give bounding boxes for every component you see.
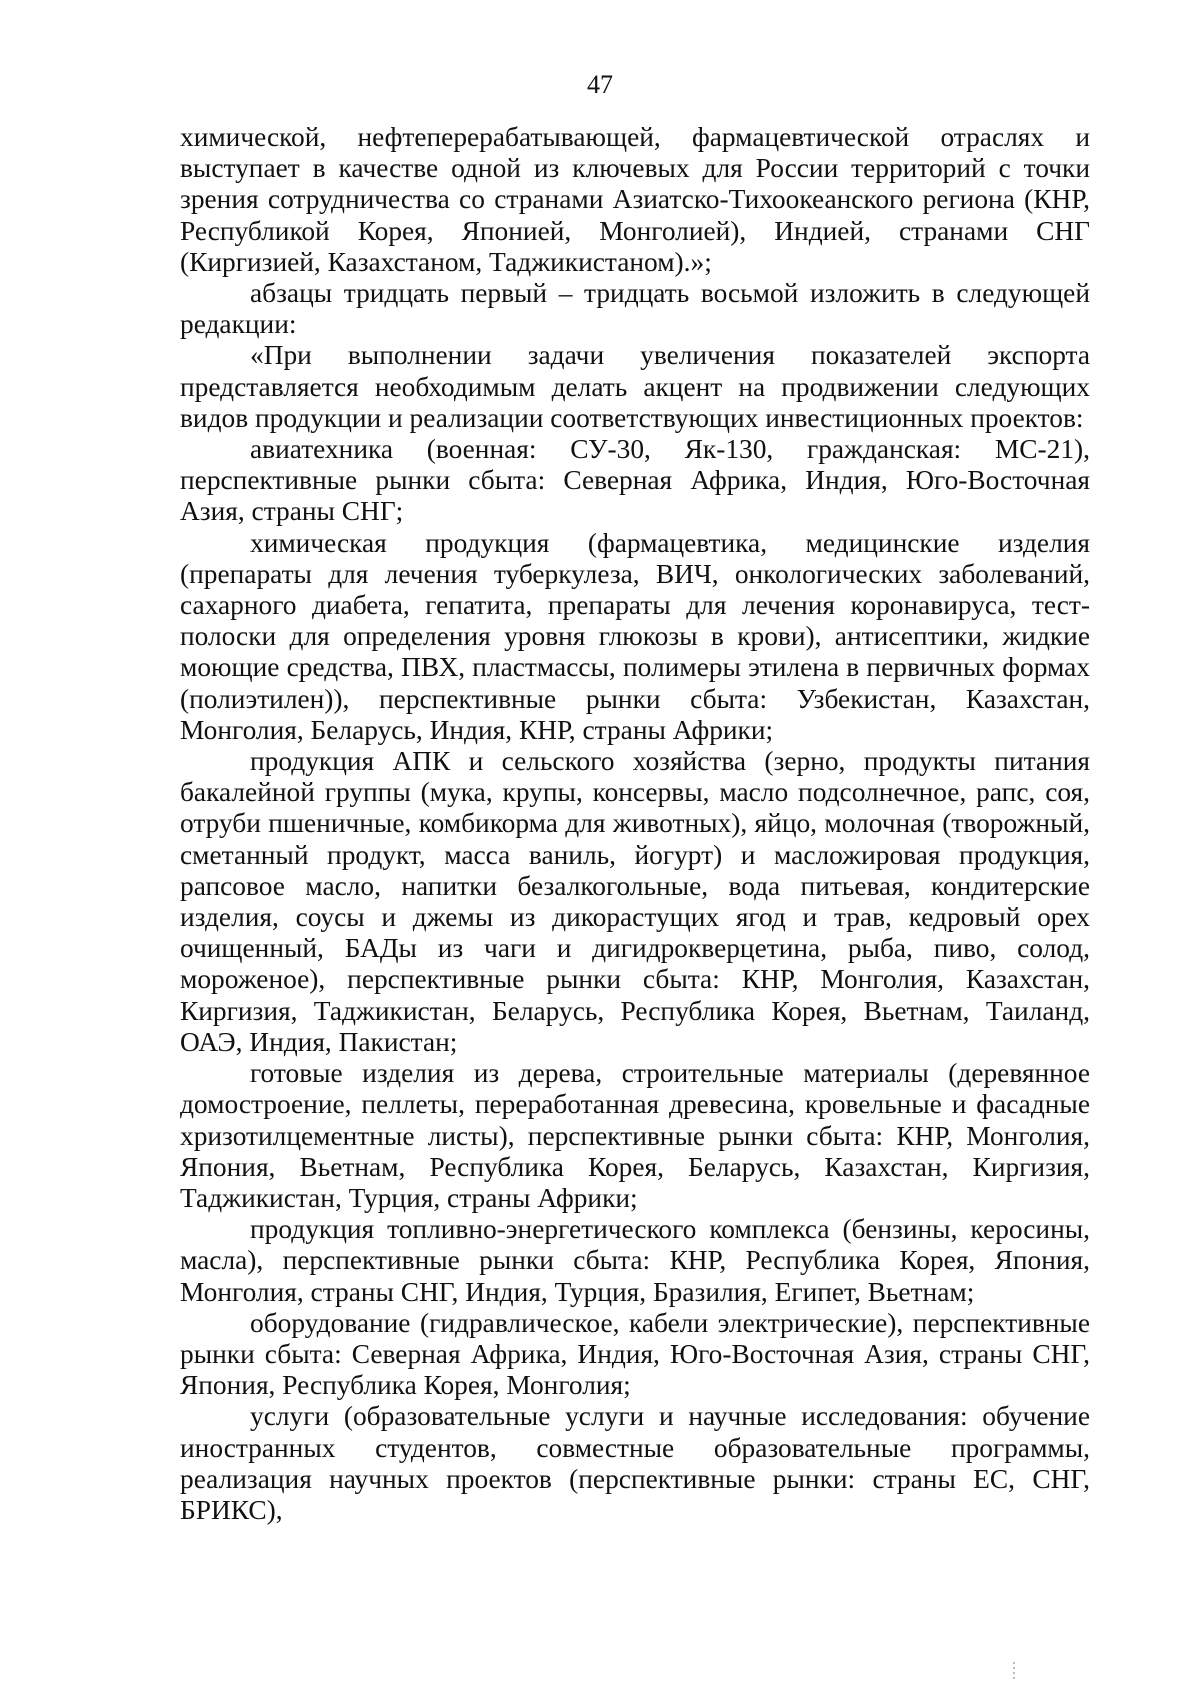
scan-artifact bbox=[1013, 1662, 1015, 1680]
paragraph: «При выполнении задачи увеличения показателей экспорта представляется необходимым делать акцент на продвижении следующих видов продукции и реализации соответствующих инвестиционных проектов: bbox=[180, 340, 1090, 433]
paragraph: химическая продукция (фармацевтика, медицинские изделия (препараты для лечения туберкулеза, ВИЧ, онкологических заболеваний, сахарного диабета, гепатита, препараты для лечения коронавируса, тест-полоски для определения уровня глюкозы в крови), антисептики, жидкие моющие средства, ПВХ, пластмассы, полимеры этилена в первичных формах (полиэтилен)), перспективные рынки сбыта: Узбекистан, Казахстан, Монголия, Беларусь, Индия, КНР, страны Африки; bbox=[180, 527, 1090, 745]
paragraph: продукция топливно-энергетического комплекса (бензины, керосины, масла), перспективные рынки сбыта: КНР, Республика Корея, Япония, Монголия, страны СНГ, Индия, Турция, Бразилия, Египет, Вьетнам; bbox=[180, 1214, 1090, 1307]
paragraph: химической, нефтеперерабатывающей, фармацевтической отраслях и выступает в качестве одной из ключевых для России территорий с точки зрения сотрудничества со странами Азиатско-Тихоокеанского региона (КНР, Республикой Корея, Японией, Монголией), Индией, странами СНГ (Киргизией, Казахстаном, Таджикистаном).»; bbox=[180, 122, 1090, 277]
document-body bbox=[180, 122, 1090, 1526]
paragraph: услуги (образовательные услуги и научные исследования: обучение иностранных студентов, совместные образовательные программы, реализация научных проектов (перспективные рынки: страны ЕС, СНГ, БРИКС), bbox=[180, 1401, 1090, 1525]
paragraph: продукция АПК и сельского хозяйства (зерно, продукты питания бакалейной группы (мука, крупы, консервы, масло подсолнечное, рапс, соя, отруби пшеничные, комбикорма для животных), яйцо, молочная (творожный, сметанный продукт, масса ваниль, йогурт) и масложировая продукция, рапсовое масло, напитки безалкогольные, вода питьевая, кондитерские изделия, соусы и джемы из дикорастущих ягод и трав, кедровый орех очищенный, БАДы из чаги и дигидрокверцетина, рыба, пиво, солод, мороженое), перспективные рынки сбыта: КНР, Монголия, Казахстан, Киргизия, Таджикистан, Беларусь, Республика Корея, Вьетнам, Таиланд, ОАЭ, Индия, Пакистан; bbox=[180, 746, 1090, 1057]
paragraph: готовые изделия из дерева, строительные материалы (деревянное домостроение, пеллеты, переработанная древесина, кровельные и фасадные хризотилцементные листы), перспективные рынки сбыта: КНР, Монголия, Япония, Вьетнам, Республика Корея, Беларусь, Казахстан, Киргизия, Таджикистан, Турция, страны Африки; bbox=[180, 1058, 1090, 1213]
paragraph: оборудование (гидравлическое, кабели электрические), перспективные рынки сбыта: Северная Африка, Индия, Юго-Восточная Азия, страны СНГ, Япония, Республика Корея, Монголия; bbox=[180, 1307, 1090, 1401]
paragraph: авиатехника (военная: СУ-30, Як-130, гражданская: МС-21), перспективные рынки сбыта: Северная Африка, Индия, Юго-Восточная Азия, страны СНГ; bbox=[180, 434, 1090, 527]
page-number: 47 bbox=[587, 70, 613, 99]
paragraph: абзацы тридцать первый – тридцать восьмой изложить в следующей редакции: bbox=[180, 278, 1090, 340]
